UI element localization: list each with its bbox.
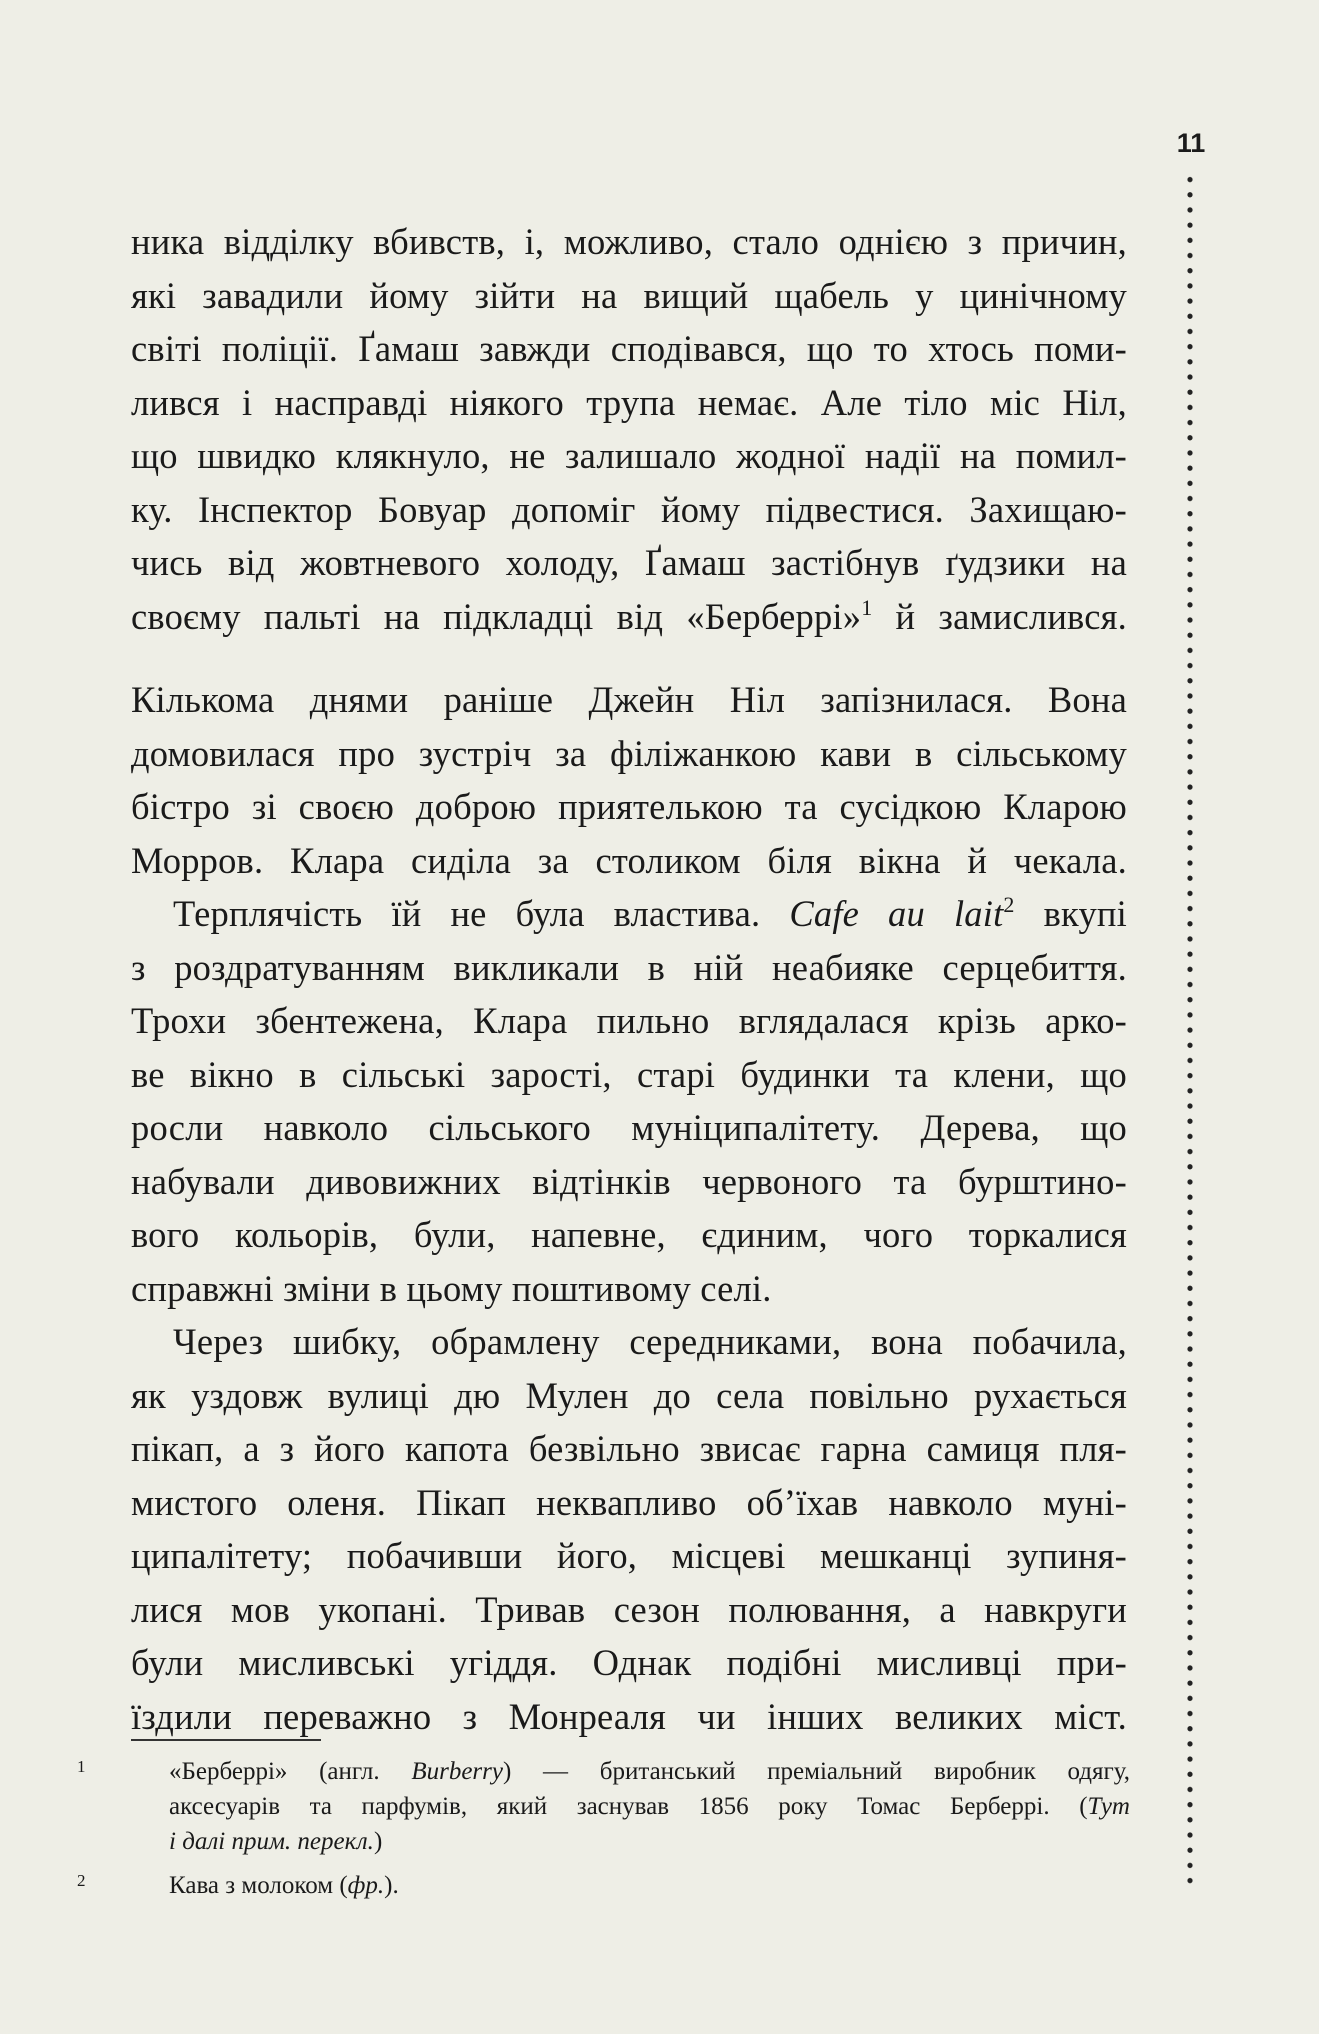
footnote-line (169, 1754, 1130, 1789)
text-segment: Кава з молоком ( (169, 1872, 348, 1899)
italic-phrase: Burberry (411, 1758, 503, 1785)
dotted-margin-rule (1187, 172, 1193, 1892)
main-text (131, 215, 1127, 1743)
text-line (131, 590, 1127, 644)
text-line: пікап, а з його капота безвільно звисає гарна самиця пля- (131, 1428, 1127, 1469)
text-line: ве вікно в сільські зарості, старі будинки та клени, що (131, 1053, 1127, 1095)
text-line: чись від жовтневого холоду, Ґамаш застібнув ґудзики на (131, 542, 1127, 583)
text-line: вого кольорів, були, напевне, єдиним, чого торкалися (131, 1214, 1127, 1255)
text-line: Морров. Клара сиділа за столиком біля вікна й чекала. (131, 839, 1127, 881)
text-line: лився і насправді ніякого трупа немає. Але тіло міс Ніл, (131, 381, 1127, 423)
text-line: світі поліції. Ґамаш завжди сподівався, що то хтось поми- (131, 328, 1127, 369)
text-line: Через шибку, обрамлену середниками, вона побачила, (173, 1321, 1127, 1362)
text-line: Кількома днями раніше Джейн Ніл запізнилася. Вона (131, 679, 1127, 720)
text-line: їздили переважно з Монреаля чи інших великих міст. (131, 1695, 1127, 1737)
text-line: домовилася про зустріч за філіжанкою кави в сільському (131, 732, 1127, 774)
text-line: що швидко клякнуло, не залишало жодної надії на помил- (131, 435, 1127, 476)
text-line: ку. Інспектор Бовуар допоміг йому підвестися. Захищаю- (131, 488, 1127, 530)
italic-phrase: Cafe au lait (789, 893, 1004, 934)
page-number: 11 (1176, 128, 1206, 158)
text-line: лися мов укопані. Тривав сезон полювання, а навкруги (131, 1588, 1127, 1630)
paragraph-1 (131, 215, 1127, 643)
footnote-ref-1: 1 (861, 594, 873, 620)
italic-phrase: фр. (347, 1872, 385, 1899)
footnote-number: 1 (77, 1757, 86, 1776)
footnote-separator (131, 1739, 321, 1741)
text-segment: своєму пальті на підкладці від «Берберрі» (131, 595, 862, 637)
text-line: з роздратуванням викликали в ній неабияке серцебиття. (131, 946, 1127, 988)
footnote-number: 2 (77, 1871, 86, 1890)
text-line: бістро зі своєю доброю приятелькою та сусідкою Кларою (131, 786, 1127, 827)
text-segment: аксесуарів та парфумів, який заснував 1856 року Томас Берберрі. ( (169, 1793, 1088, 1820)
text-line: мистого оленя. Пікап неквапливо об’їхав навколо муні- (131, 1481, 1127, 1523)
footnote-line (169, 1824, 1130, 1859)
text-segment: ). (384, 1872, 399, 1899)
footnote-ref-2: 2 (1003, 892, 1015, 917)
text-line (131, 887, 1127, 941)
footnote-line (169, 1789, 1130, 1824)
text-line: справжні зміни в цьому поштивому селі. (131, 1267, 772, 1309)
text-line: були мисливські угіддя. Однак подібні мисливці при- (131, 1642, 1127, 1683)
text-line: Трохи збентежена, Клара пильно вглядалася крізь арко- (131, 1000, 1127, 1041)
paragraph-3 (131, 887, 1127, 1315)
text-segment: ) — британський преміальний виробник одягу, (502, 1758, 1130, 1785)
text-line: ника відділку вбивств, і, можливо, стало однією з причин, (131, 221, 1127, 262)
italic-phrase: і далі прим. перекл. (169, 1828, 374, 1855)
text-segment: й замислився. (872, 595, 1127, 637)
text-segment: ) (373, 1828, 383, 1855)
text-line: росли навколо сільського муніципалітету. Дерева, що (131, 1107, 1127, 1148)
text-line: як уздовж вулиці дю Мулен до села повільно рухається (131, 1374, 1127, 1416)
text-segment: «Берберрі» (англ. (169, 1758, 412, 1785)
footnote-1 (77, 1754, 1130, 1859)
italic-phrase: Тут (1087, 1793, 1130, 1820)
footnote-2 (77, 1868, 1130, 1903)
footnotes (77, 1754, 1130, 1903)
text-segment: вкупі (1014, 893, 1127, 934)
text-line: ципалітету; побачивши його, місцеві мешканці зупиня- (131, 1535, 1127, 1576)
paragraph-2 (131, 673, 1127, 887)
text-segment: Терплячість їй не була властива. (173, 893, 790, 934)
text-line: набували дивовижних відтінків червоного та бурштино- (131, 1160, 1127, 1202)
text-line: які завадили йому зійти на вищий щабель у цинічному (131, 274, 1127, 316)
footnote-line (169, 1868, 1130, 1903)
paragraph-4 (131, 1315, 1127, 1743)
